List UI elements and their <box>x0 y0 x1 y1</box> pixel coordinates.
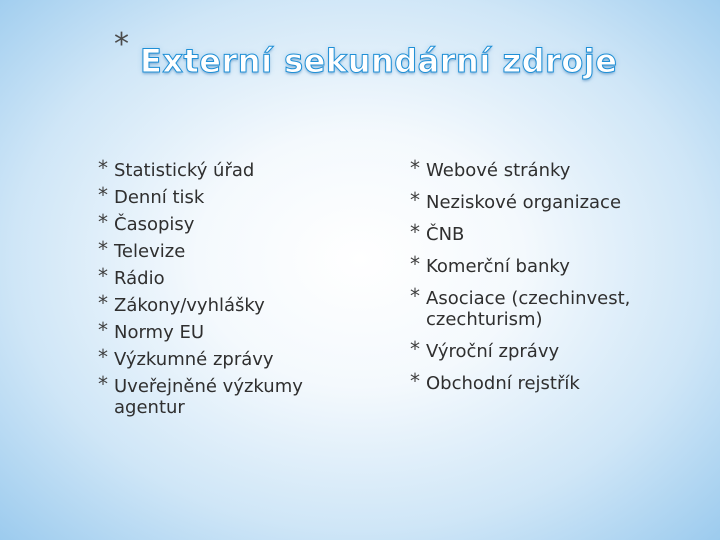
list-item-text: ČNB <box>426 224 465 245</box>
list-item-text: Televize <box>114 241 186 262</box>
list-item-text: Uveřejněné výzkumy agentur <box>114 376 303 418</box>
asterisk-bullet-icon: * <box>410 188 420 212</box>
list-item <box>98 291 343 316</box>
left-bullet-list <box>98 156 343 418</box>
list-item <box>410 156 690 181</box>
list-item <box>410 337 690 362</box>
asterisk-bullet-icon: * <box>410 284 420 308</box>
list-item <box>98 345 343 370</box>
list-item-text: Asociace (czechinvest, czechturism) <box>426 288 631 330</box>
asterisk-bullet-icon: * <box>410 252 420 276</box>
asterisk-bullet-icon: * <box>410 369 420 393</box>
asterisk-bullet-icon: * <box>410 220 420 244</box>
list-item <box>410 284 690 330</box>
asterisk-bullet-icon: * <box>98 183 108 207</box>
asterisk-bullet-icon: * <box>98 210 108 234</box>
list-item <box>98 156 343 181</box>
list-item-text: Neziskové organizace <box>426 192 622 213</box>
list-item <box>410 220 690 245</box>
list-item <box>410 188 690 213</box>
list-item-text: Časopisy <box>114 214 195 235</box>
list-item-text: Komerční banky <box>426 256 570 277</box>
right-bullet-list <box>410 156 690 394</box>
list-item <box>98 318 343 343</box>
asterisk-bullet-icon: * <box>98 318 108 342</box>
asterisk-bullet-icon: * <box>410 156 420 180</box>
list-item-text: Zákony/vyhlášky <box>114 295 265 316</box>
list-item <box>410 369 690 394</box>
asterisk-bullet-icon: * <box>410 337 420 361</box>
list-item-text: Výzkumné zprávy <box>114 349 274 370</box>
slide-title: Externí sekundární zdroje <box>140 42 618 80</box>
asterisk-bullet-icon: * <box>98 237 108 261</box>
title-asterisk-icon: * <box>114 27 129 62</box>
asterisk-bullet-icon: * <box>98 264 108 288</box>
asterisk-bullet-icon: * <box>98 372 108 396</box>
list-item <box>410 252 690 277</box>
asterisk-bullet-icon: * <box>98 291 108 315</box>
list-item <box>98 237 343 262</box>
list-item <box>98 264 343 289</box>
list-item-text: Obchodní rejstřík <box>426 373 580 394</box>
list-item-text: Webové stránky <box>426 160 571 181</box>
list-item <box>98 183 343 208</box>
list-item-text: Denní tisk <box>114 187 205 208</box>
asterisk-bullet-icon: * <box>98 345 108 369</box>
list-item <box>98 210 343 235</box>
list-item <box>98 372 343 418</box>
asterisk-bullet-icon: * <box>98 156 108 180</box>
list-item-text: Statistický úřad <box>114 160 255 181</box>
list-item-text: Rádio <box>114 268 165 289</box>
slide-title-area <box>110 26 630 96</box>
list-item-text: Normy EU <box>114 322 205 343</box>
list-item-text: Výroční zprávy <box>426 341 560 362</box>
